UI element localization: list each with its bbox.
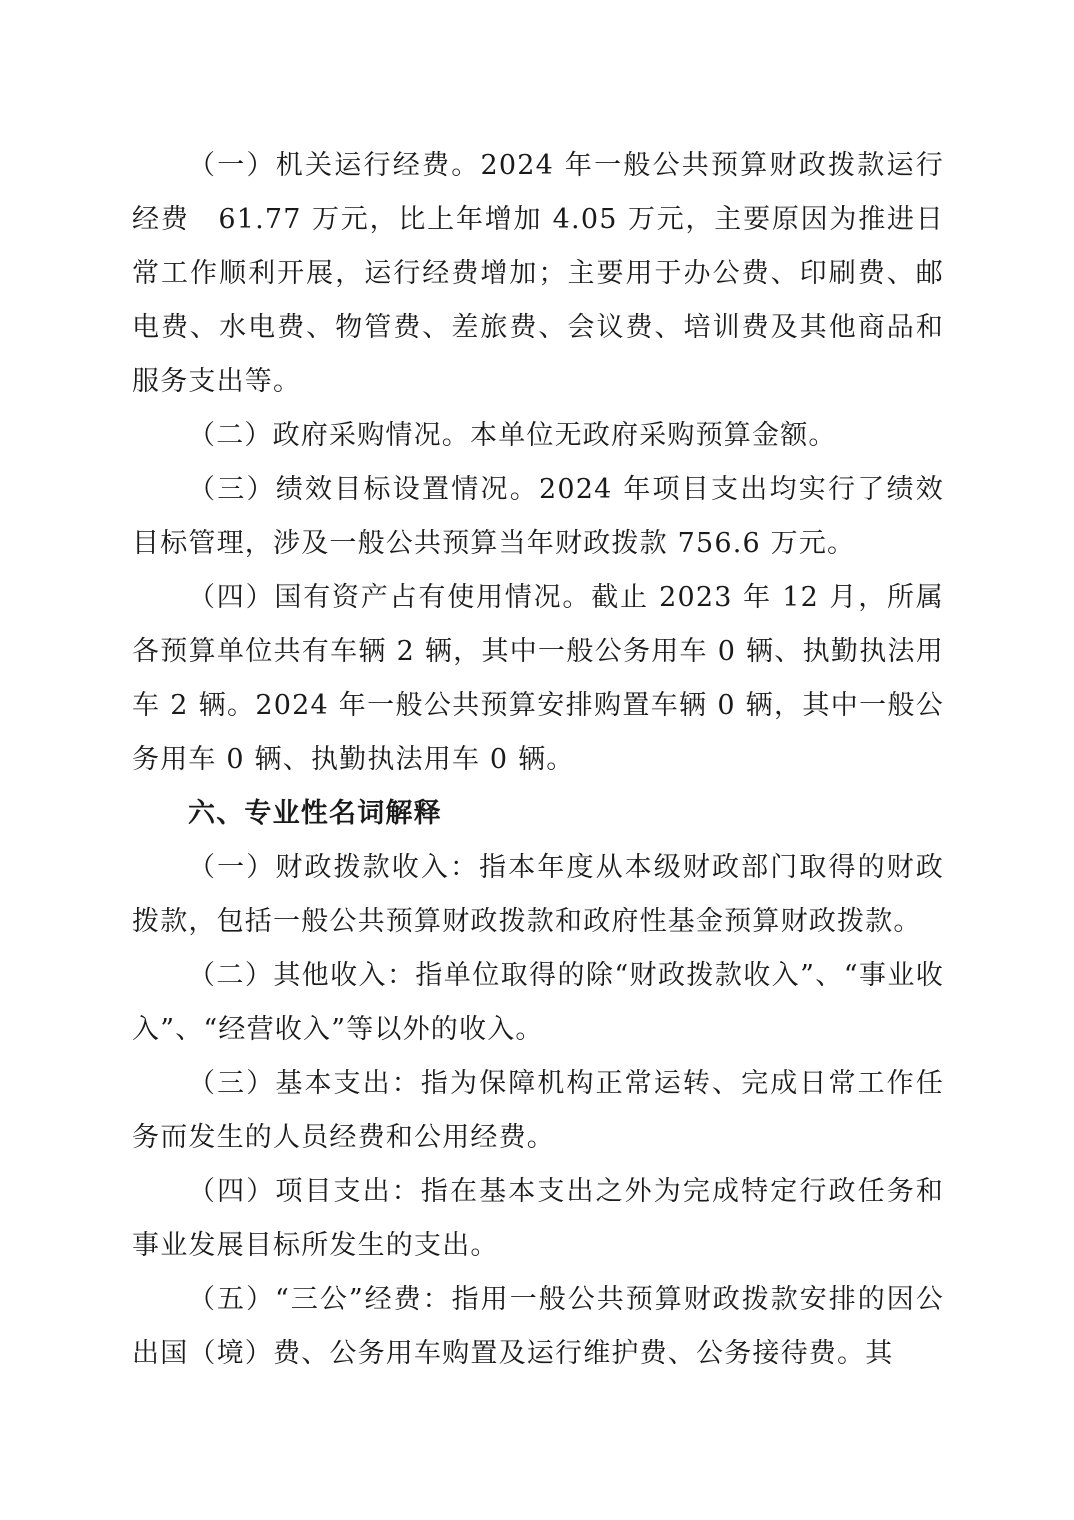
definition-three-public-expenses: （五）“三公”经费：指用一般公共预算财政拨款安排的因公出国（境）费、公务用车购置及运行维护费、公务接待费。其: [132, 1284, 944, 1369]
paragraph-operating-expenses: （一）机关运行经费。2024 年一般公共预算财政拨款运行经费 61.77 万元，比上年增加 4.05 万元，主要原因为推进日常工作顺利开展，运行经费增加；主要用于办公费、印刷费、邮电费、水电费、物管费、差旅费、会议费、培训费及其他商品和服务支出等。: [132, 150, 944, 397]
definition-other-income: （二）其他收入：指单位取得的除“财政拨款收入”、“事业收入”、“经营收入”等以外的收入。: [132, 960, 944, 1045]
paragraph-government-procurement: （二）政府采购情况。本单位无政府采购预算金额。: [188, 420, 837, 451]
paragraph-performance-targets: （三）绩效目标设置情况。2024 年项目支出均实行了绩效目标管理，涉及一般公共预算当年财政拨款 756.6 万元。: [132, 474, 944, 559]
definition-fiscal-allocation-income: （一）财政拨款收入：指本年度从本级财政部门取得的财政拨款，包括一般公共预算财政拨款和政府性基金预算财政拨款。: [132, 852, 944, 937]
document-body: [132, 139, 944, 1381]
section-heading-terminology: 六、专业性名词解释: [188, 798, 442, 829]
paragraph-state-assets: （四）国有资产占有使用情况。截止 2023 年 12 月，所属各预算单位共有车辆 2 辆，其中一般公务用车 0 辆、执勤执法用车 2 辆。2024 年一般公共预算安排购置车辆 0 辆，其中一般公务用车 0 辆、执勤执法用车 0 辆。: [132, 582, 944, 775]
definition-project-expenditure: （四）项目支出：指在基本支出之外为完成特定行政任务和事业发展目标所发生的支出。: [132, 1176, 944, 1261]
definition-basic-expenditure: （三）基本支出：指为保障机构正常运转、完成日常工作任务而发生的人员经费和公用经费。: [132, 1068, 944, 1153]
